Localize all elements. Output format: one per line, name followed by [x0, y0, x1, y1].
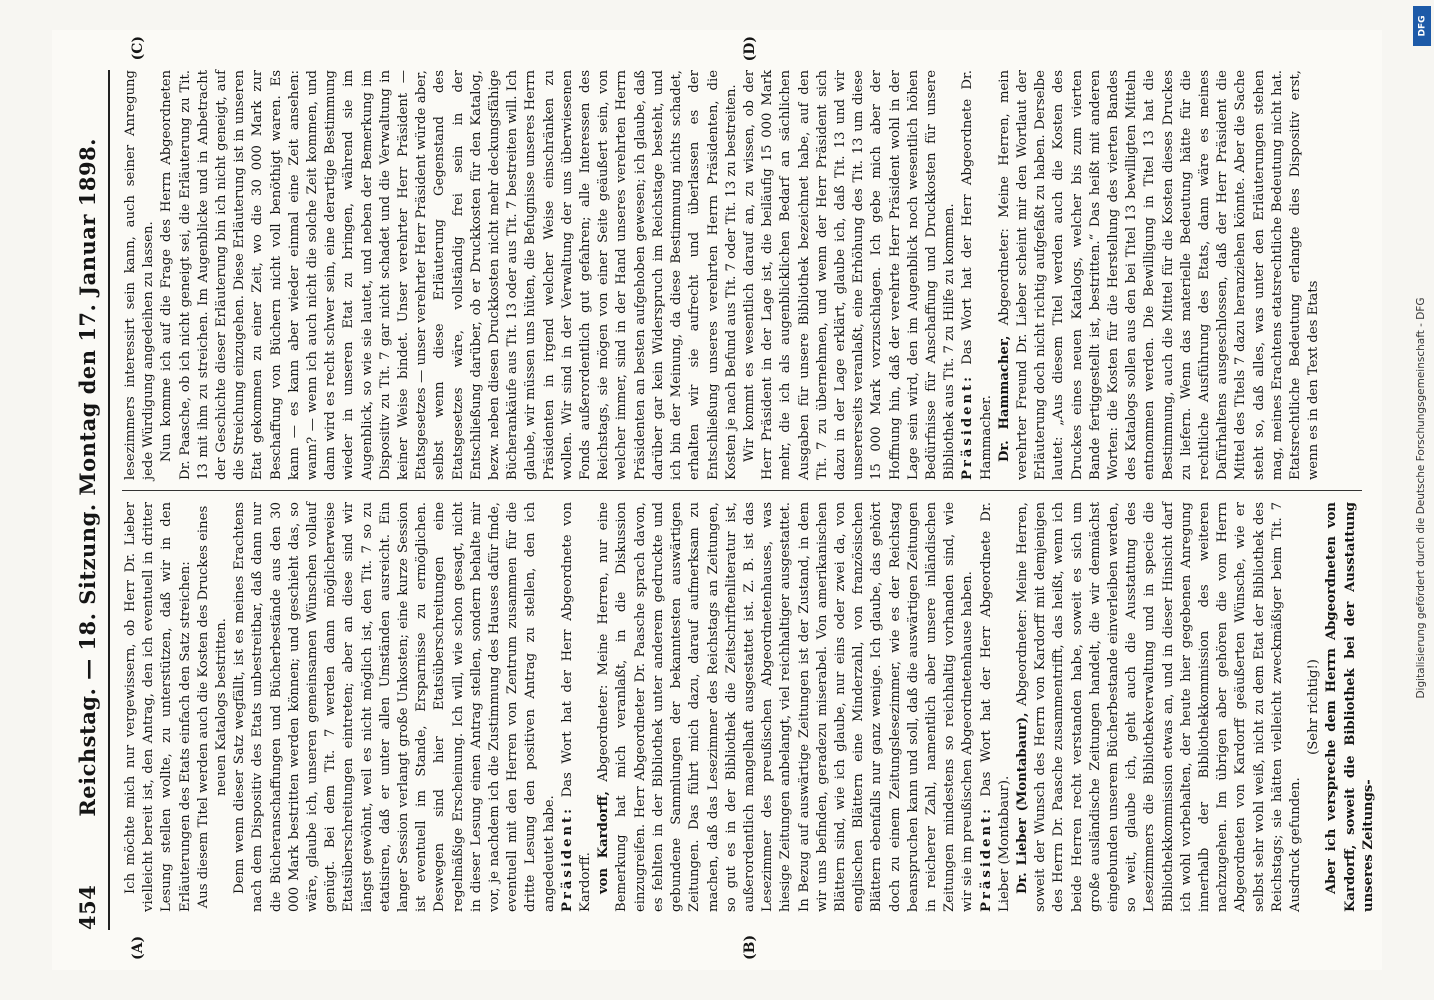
paragraph: Denn wenn dieser Satz wegfällt, ist es meines Erachtens nach dem Dispositiv des Etats unbestreitbar, daß dann nur die Bücheranschaffungen und Bücherbestände aus den 30 000 Mark bestritten werden können; und geschieht das, so wäre, glaube ich, unseren gemeinsamen Wünschen vollauf genügt. Bei dem Tit. 7 werden dann möglicherweise Etatsüberschreitungen eintreten; aber an diese sind wir längst gewöhnt, weil es nicht möglich ist, den Tit. 7 so zu etatisiren, daß er unter allen Umständen ausreicht. Ein langer Session verlangt große Unkosten; eine kurze Session ist eventuell im Stande, Ersparnisse zu ermöglichen. Deswegen sind hier Etatsüberschreitungen eine regelmäßige Erscheinung. Ich will, wie schon gesagt, nicht in dieser Lesung einen Antrag stellen, sondern behalte mir vor, je nachdem ich die Zustimmung des Hauses dafür finde, eventuell mit den Herren von Zentrum zusammen für die dritte Lesung den positiven Antrag zu stellen, den ich angedeutet habe. — [232, 502, 557, 912]
speech-text: Abgeordneter: Meine Herren, nur eine Bemerkung hat mich veranlaßt, in die Diskussion einzugreifen. Herr Abgeordneter Dr. Paasche sprach davon, es fehlten in der Bibliothek unter anderem gedruckte und gebundene Sammlungen der bekanntesten auswärtigen Zeitungen. Das führt mich dazu, darauf aufmerksam zu machen, daß das Lesezimmer des Reichstags an Zeitungen, so gut es in der Bibliothek die Zeitschriftenliteratur ist, außerordentlich mangelhaft ausgestattet ist. Z. B. ist das Lesezimmer des preußischen Abgeordnetenhauses, was hiesige Zeitungen anbelangt, viel reichhaltiger ausgestattet. In Bezug auf auswärtige Zeitungen ist der Zustand, in dem wir uns befinden, geradezu miserabel. Von amerikanischen Blättern sind, wie ich glaube, nur eins oder zwei da, von englischen Blättern eine Minderzahl, von französischen Blättern ebenfalls nur ganz wenige. Ich glaube, das gehört doch zu einem Zeitungslesezimmer, wie es der Reichstag beanspruchen kann und soll, daß die auswärtigen Zeitungen in reicherer Zahl, namentlich aber unsere inländischen Zeitungen mindestens so reichhaltig vorhanden sind, wie wir sie im preußischen Abgeordnetenhause haben. — [596, 502, 976, 912]
document-page — [52, 30, 1382, 970]
speaker-paragraph — [959, 70, 995, 480]
speaker-label: Präsident: — [960, 373, 976, 480]
margin-marker-d: (D) — [742, 36, 758, 62]
dfg-logo: DFG — [1413, 6, 1431, 46]
margin-marker-c: (C) — [130, 36, 146, 61]
speech-text: Das Wort hat der Herr Abgeordnete von Kardorff. — [559, 502, 594, 912]
speaker-label: von Kardorff, — [596, 791, 612, 894]
applause-note: (Sehr richtig!) — [1306, 659, 1322, 755]
header-rule — [108, 70, 110, 930]
paragraph: Aber ich verspreche dem Herrn Abgeordneten von Kardorff, soweit die Bibliothek bei der Ausstattung unseres Zeitungs- — [1324, 502, 1376, 912]
dfg-watermark — [1410, 10, 1432, 985]
speaker-paragraph — [595, 502, 977, 912]
speaker-label: Präsident: — [978, 805, 994, 912]
speech-text: Das Wort hat der Herr Abgeordnete Dr. Lieber (Montabaur). — [978, 502, 1012, 912]
speech-text: Das Wort hat der Herr Abgeordnete Dr. Hammacher. — [960, 70, 994, 480]
watermark-text: Digitalisierung gefördert durch die Deutsche Forschungsgemeinschaft - DFG — [1415, 296, 1427, 699]
speaker-paragraph — [996, 70, 1324, 480]
paragraph: Nun komme ich auf die Frage des Herrn Abgeordneten Dr. Paasche, ob ich nicht geneigt sei, die Erläuterung zu Tit. 13 mit ihm zu streichen. Im Augenblicke und in Anbetracht der Geschichte dieser Erläuterung bin ich nicht geneigt, auf die Streichung einzugehen. Diese Erläuterung ist in unseren Etat gekommen zu einer Zeit, wo die 30 000 Mark zur Beschaffung von Büchern nicht voll benöthigt waren. Es kann — es kann aber wieder einmal eine Zeit ansehen: wann? — wenn ich auch nicht die solche Zeit kommen, und dann wird es recht schwer sein, eine derartige Bestimmung wieder in unseren Etat zu bringen, während sie im Augenblick, so wie sie lautet, und neben der Bemerkung im Dispositiv zu Tit. 7 gar nicht schadet und die Verwaltung in keiner Weise bindet. Unser verehrter Herr Präsident — Etatsgesetzes — unser verehrter Herr Präsident würde aber, selbst wenn diese Erläuterung Gegenstand des Etatsgesetzes wäre, vollständig frei sein in der Entschließung darüber, ob er Druckkosten für den Katalog, bezw. neben diesen Druckkosten nicht mehr deckungsfähige Bücherankäufe aus Tit. 13 oder aus Tit. 7 bestreiten will. Ich glaube, wir müssen uns hüten, die Befugnisse unseres Herrn Präsidenten in irgend welcher Weise einschränken zu wollen. Wir sind in der Verwaltung der uns überwiesenen Fonds außerordentlich gut gefahren; alle Interessen des Reichstags, sie mögen von einer Seite geäußert sein, von welcher immer, sind in der Hand unseres verehrten Herrn Präsidenten an besten aufgehoben gewesen; ich glaube, daß darüber gar kein Widerspruch im Reichstage besteht, und ich bin der Meinung, da diese Bestimmung nichts schadet, erhalten wir sie aufrecht und überlassen es der Entschließung unseres verehrten Herrn Präsidenten, die Kosten je nach Befund aus Tit. 7 oder Tit. 13 zu bestreiten. — [159, 70, 739, 480]
page-number: 454 — [74, 884, 100, 930]
speech-text: Abgeordneter: Meine Herren, mein verehrter Freund Dr. Lieber scheint mir den Wortlaut der Erläuterung doch nicht richtig aufgefaßt zu haben. Derselbe lautet: „Aus diesem Titel werden auch die Kosten des Druckes eines neuen Katalogs, welcher bis zum vierten Bande fertiggestellt ist, bestritten.“ Das heißt mit anderen Worten: die Kosten für die Herstellung des vierten Bandes des Katalogs sollen aus den bei Titel 13 bewilligten Mitteln entnommen werden. Die Bewilligung in Titel 13 hat die Bestimmung, auch die Mittel für die Kosten dieses Druckes zu liefern. Wenn das materielle Bedeutung hätte für die rechtliche Ausführung des Etats, dann wäre es meines Dafürhaltens ausgeschlossen, daß der Herr Präsident die Mittel des Titels 7 dazu heranziehen könnte. Aber die Sache steht so, daß alles, was unter den Erläuterungen stehen mag, meines Erachtens etatsrechtliche Bedeutung nicht hat. Etatsrechtliche Bedeutung erlangte dies Dispositiv erst, wenn es in den Text des Etats — [996, 70, 1322, 480]
margin-marker-a: (A) — [130, 935, 146, 960]
left-column — [122, 502, 1376, 912]
quoted-erlaeuterung: Aus diesem Titel werden auch die Kosten des Druckes eines neuen Katalogs bestritten. — [195, 505, 230, 909]
speaker-label: Dr. Lieber (Montabaur), — [1014, 712, 1030, 894]
speaker-label: Präsident: — [559, 805, 575, 912]
paragraph: Ich möchte mich nur vergewissern, ob Herr Dr. Lieber vielleicht bereit ist, den Antrag, den ich eventuell in dritter Lesung stellen wollte, zu unterstützen, daß wir in den Erläuterungen des Etats einfach den Satz streichen: — [123, 502, 193, 912]
column-divider — [122, 490, 1362, 491]
right-column — [122, 70, 1362, 480]
speaker-paragraph — [978, 502, 1014, 912]
speech-text: Abgeordneter: Meine Herren, soweit der Wunsch des Herrn von Kardorff mit demjenigen des Herrn Dr. Paasche zusammentrifft, das heißt, wenn ich beide Herren recht verstanden habe, soweit es sich um große ausländische Zeitungen handelt, die wir demnächst eingebunden unserem Bücherbestande einverleiben werden, so weit, glaube ich, geht auch die Ausstattung des Lesezimmers die Bibliothekverwaltung und in specie die Bibliothekkommission etwas an, und in dieser Hinsicht darf ich wohl vorbehalten, der heute hier gegebenen Anregung innerhalb der Bibliothekkommission des weiteren nachzugehen. Im übrigen aber gehören die vom Herrn Abgeordneten von Kardorff geäußerten Wünsche, wie er selbst sehr wohl weiß, nicht zu dem Etat der Bibliothek des Reichstags; sie hätten vielleicht zweckmäßiger beim Tit. 7 Ausdruck gefunden. — [1014, 502, 1303, 912]
paragraph: lesezimmers interessirt sein kann, auch seiner Anregung jede Würdigung angedeihen zu lassen. — [123, 70, 157, 480]
paragraph: Wir kommt es wesentlich darauf an, zu wissen, ob der Herr Präsident in der Lage ist, die beiläufig 15 000 Mark mehr, die ich als augenblicklichen Bedarf an sächlichen Ausgaben für unsere Bibliothek bezeichnet habe, auf den Tit. 7 zu übernehmen, und wenn der Herr Präsident sich dazu in der Lage erklärt, glaube ich, daß Tit. 13 und wir unsererseits veranlaßt, eine Erhöhung des Tit. 13 um diese 15 000 Mark vorzuschlagen. Ich gebe mich aber der Hoffnung hin, daß der verehrte Herr Präsident wohl in der Lage sein wird, den im Augenblick noch wesentlich höhen Bedürfnisse für Anschaffung und Druckkosten für unsere Bibliothek aus Tit. 7 zu Hilfe zu kommen. — [741, 70, 958, 480]
speaker-paragraph — [1014, 502, 1305, 912]
speaker-paragraph — [559, 502, 595, 912]
margin-marker-b: (B) — [742, 934, 758, 960]
page-title: Reichstag. — 18. Sitzung. Montag den 17. Januar 1898. — [74, 138, 100, 817]
speaker-label: Dr. Hammacher, — [996, 335, 1012, 462]
page-header — [70, 70, 104, 930]
